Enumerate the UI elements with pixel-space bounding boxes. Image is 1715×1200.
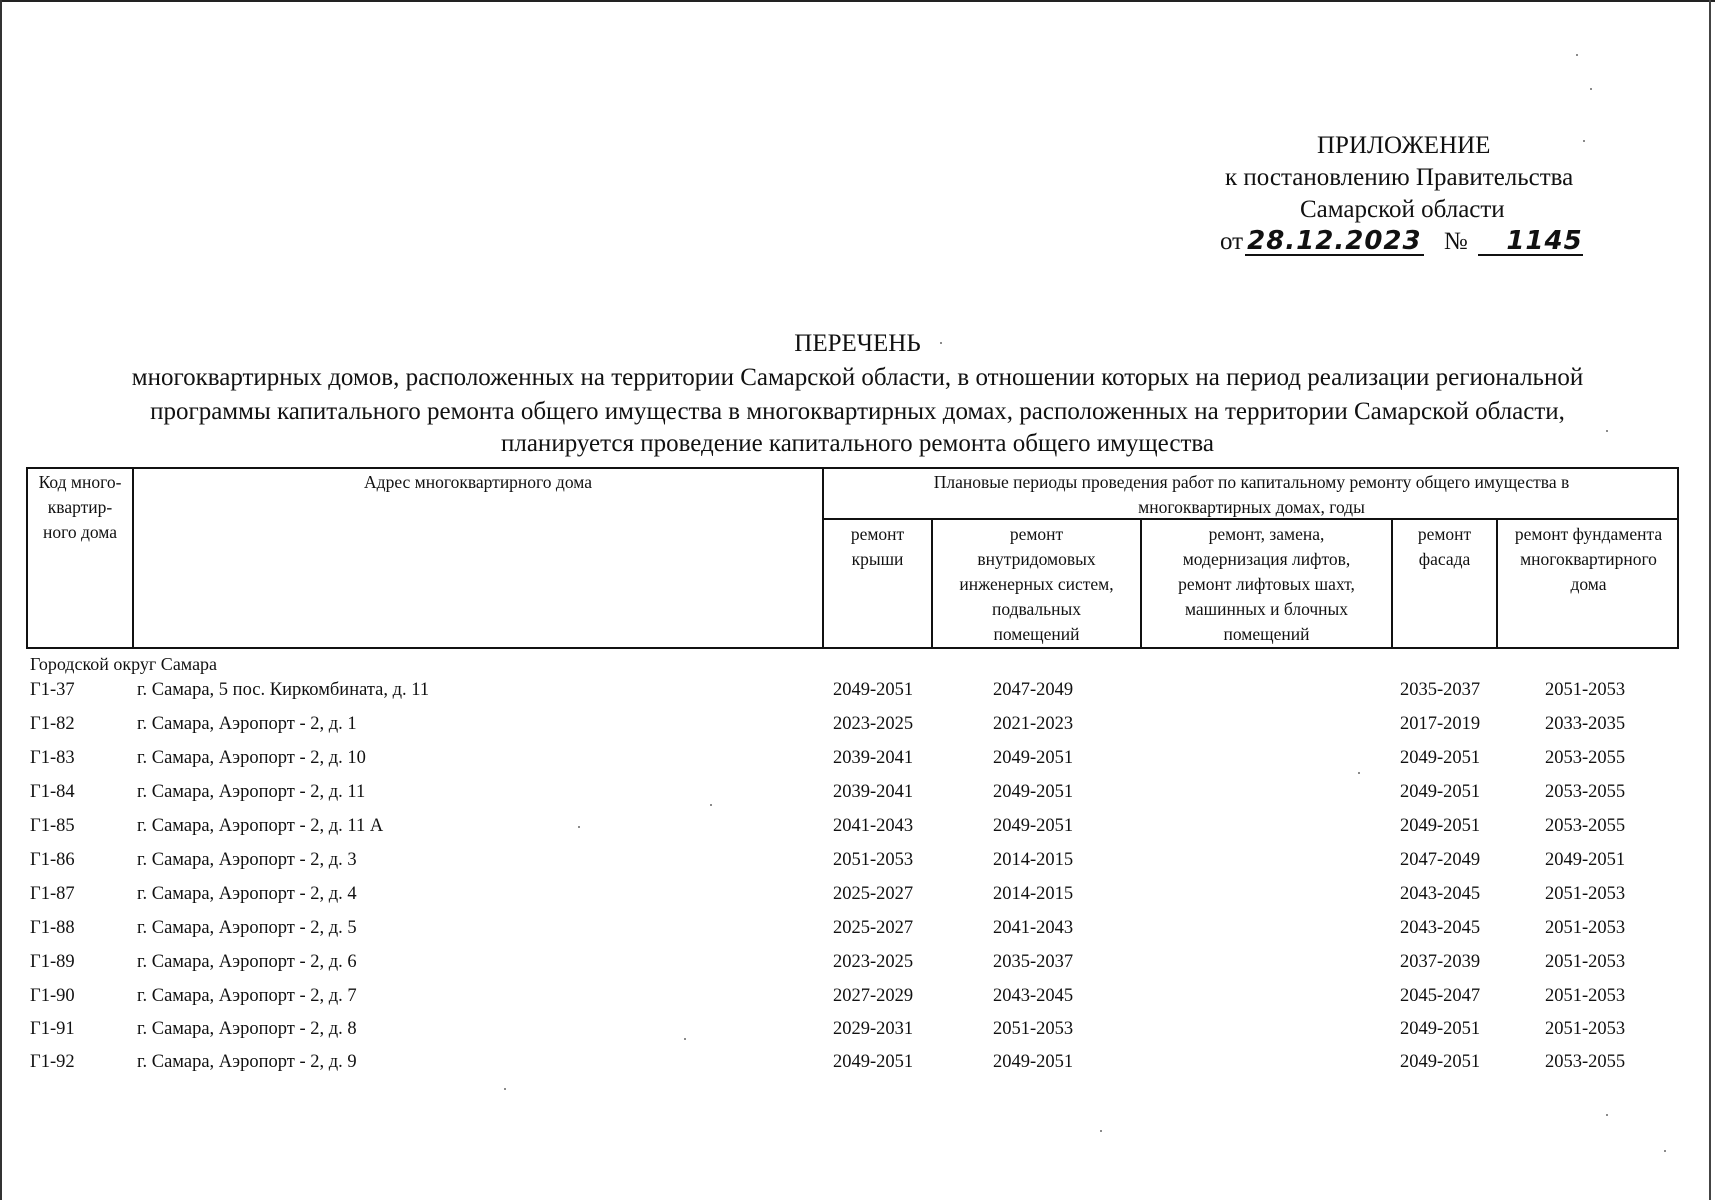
table-row (0, 748, 1715, 782)
cell-engineering: 2051-2053 (993, 1019, 1074, 1039)
table-row (0, 918, 1715, 952)
cell-code: Г1-37 (30, 680, 75, 700)
number-sign: № (1443, 228, 1468, 255)
cell-code: Г1-87 (30, 884, 75, 904)
header-address: Адрес многоквартирного дома (364, 472, 592, 492)
cell-facade: 2043-2045 (1400, 884, 1481, 904)
cell-roof: 2041-2043 (833, 816, 914, 836)
header-engineering: ремонт внутридомовых инженерных систем, подвальных помещений (959, 524, 1114, 644)
handwritten-date: 28.12.2023 (1247, 226, 1422, 256)
cell-roof: 2049-2051 (833, 680, 914, 700)
cell-foundation: 2053-2055 (1545, 1052, 1626, 1072)
cell-address: г. Самара, Аэропорт - 2, д. 10 (137, 748, 366, 768)
cell-foundation: 2051-2053 (1545, 1019, 1626, 1039)
table-row (0, 680, 1715, 714)
cell-roof: 2025-2027 (833, 884, 914, 904)
table-row (0, 816, 1715, 850)
scan-speck (1100, 1130, 1102, 1132)
table-row (0, 714, 1715, 748)
cell-address: г. Самара, Аэропорт - 2, д. 11 А (137, 816, 384, 836)
cell-address: г. Самара, Аэропорт - 2, д. 1 (137, 714, 357, 734)
date-prefix: от (1220, 228, 1244, 255)
scan-speck (1664, 1150, 1666, 1152)
cell-foundation: 2051-2053 (1545, 952, 1626, 972)
cell-code: Г1-86 (30, 850, 75, 870)
cell-engineering: 2014-2015 (993, 850, 1074, 870)
scan-speck (1576, 54, 1578, 56)
cell-roof: 2023-2025 (833, 714, 914, 734)
table-row (0, 782, 1715, 816)
cell-roof: 2029-2031 (833, 1019, 914, 1039)
table-row (0, 884, 1715, 918)
header-lifts: ремонт, замена, модернизация лифтов, ремонт лифтовых шахт, машинных и блочных помещений (1178, 524, 1355, 644)
cell-engineering: 2049-2051 (993, 816, 1074, 836)
cell-engineering: 2049-2051 (993, 1052, 1074, 1072)
scan-speck (684, 1038, 686, 1040)
table-row (0, 1052, 1715, 1086)
cell-facade: 2049-2051 (1400, 816, 1481, 836)
cell-facade: 2047-2049 (1400, 850, 1481, 870)
cell-facade: 2037-2039 (1400, 952, 1481, 972)
cell-engineering: 2043-2045 (993, 986, 1074, 1006)
cell-roof: 2023-2025 (833, 952, 914, 972)
cell-code: Г1-82 (30, 714, 75, 734)
cell-code: Г1-89 (30, 952, 75, 972)
cell-roof: 2039-2041 (833, 782, 914, 802)
header-planned-periods: Плановые периоды проведения работ по капитальному ремонту общего имущества в многоквартирных домах, годы (933, 472, 1570, 517)
cell-foundation: 2051-2053 (1545, 884, 1626, 904)
scan-border-top (0, 0, 1715, 2)
cell-address: г. Самара, Аэропорт - 2, д. 3 (137, 850, 357, 870)
cell-engineering: 2035-2037 (993, 952, 1074, 972)
cell-facade: 2049-2051 (1400, 748, 1481, 768)
appendix-date-line (1220, 226, 1583, 258)
appendix-title: ПРИЛОЖЕНИЕ (1317, 132, 1491, 159)
cell-facade: 2017-2019 (1400, 714, 1481, 734)
cell-code: Г1-85 (30, 816, 75, 836)
document-subtitle-line-1: многоквартирных домов, расположенных на территории Самарской области, в отношении которых на период реализации региональной (131, 364, 1584, 391)
cell-roof: 2051-2053 (833, 850, 914, 870)
cell-roof: 2039-2041 (833, 748, 914, 768)
cell-engineering: 2049-2051 (993, 748, 1074, 768)
table-row (0, 986, 1715, 1020)
cell-code: Г1-84 (30, 782, 75, 802)
cell-facade: 2035-2037 (1400, 680, 1481, 700)
document-subtitle-line-3: планируется проведение капитального ремонта общего имущества (500, 430, 1214, 457)
table-row (0, 850, 1715, 884)
cell-address: г. Самара, Аэропорт - 2, д. 5 (137, 918, 357, 938)
cell-engineering: 2021-2023 (993, 714, 1074, 734)
cell-foundation: 2053-2055 (1545, 816, 1626, 836)
cell-code: Г1-91 (30, 1019, 75, 1039)
cell-foundation: 2053-2055 (1545, 748, 1626, 768)
header-roof: ремонт крыши (850, 524, 905, 569)
cell-foundation: 2051-2053 (1545, 986, 1626, 1006)
cell-code: Г1-88 (30, 918, 75, 938)
cell-engineering: 2014-2015 (993, 884, 1074, 904)
table-row (0, 952, 1715, 986)
scan-speck (940, 342, 942, 344)
header-facade: ремонт фасада (1417, 524, 1472, 569)
header-foundation: ремонт фундамента многоквартирного дома (1514, 524, 1663, 594)
cell-code: Г1-83 (30, 748, 75, 768)
cell-engineering: 2041-2043 (993, 918, 1074, 938)
scan-speck (1583, 140, 1585, 142)
cell-foundation: 2033-2035 (1545, 714, 1626, 734)
section-label: Городской округ Самара (30, 654, 218, 674)
document-subtitle-line-2: программы капитального ремонта общего имущества в многоквартирных домах, расположенных на территории Самарской области, (150, 398, 1565, 425)
cell-foundation: 2049-2051 (1545, 850, 1626, 870)
header-code: Код много- квартир- ного дома (38, 472, 122, 542)
cell-engineering: 2049-2051 (993, 782, 1074, 802)
cell-foundation: 2053-2055 (1545, 782, 1626, 802)
scan-speck (504, 1088, 506, 1090)
cell-address: г. Самара, Аэропорт - 2, д. 7 (137, 986, 357, 1006)
cell-address: г. Самара, Аэропорт - 2, д. 4 (137, 884, 357, 904)
table-row (0, 1019, 1715, 1053)
scan-speck (1358, 772, 1360, 774)
cell-code: Г1-90 (30, 986, 75, 1006)
scan-speck (578, 826, 580, 828)
scan-speck (1606, 1114, 1608, 1116)
cell-roof: 2049-2051 (833, 1052, 914, 1072)
cell-address: г. Самара, Аэропорт - 2, д. 9 (137, 1052, 357, 1072)
cell-address: г. Самара, Аэропорт - 2, д. 8 (137, 1019, 357, 1039)
cell-roof: 2025-2027 (833, 918, 914, 938)
cell-facade: 2043-2045 (1400, 918, 1481, 938)
scan-speck (1606, 430, 1608, 432)
document-title: ПЕРЕЧЕНЬ (794, 330, 921, 357)
cell-roof: 2027-2029 (833, 986, 914, 1006)
cell-foundation: 2051-2053 (1545, 680, 1626, 700)
handwritten-number: 1145 (1478, 228, 1583, 256)
scan-speck (710, 804, 712, 806)
cell-foundation: 2051-2053 (1545, 918, 1626, 938)
cell-address: г. Самара, 5 пос. Киркомбината, д. 11 (137, 680, 430, 700)
cell-engineering: 2047-2049 (993, 680, 1074, 700)
cell-facade: 2049-2051 (1400, 1019, 1481, 1039)
cell-address: г. Самара, Аэропорт - 2, д. 11 (137, 782, 366, 802)
appendix-line-region: Самарской области (1300, 196, 1505, 223)
cell-address: г. Самара, Аэропорт - 2, д. 6 (137, 952, 357, 972)
cell-facade: 2049-2051 (1400, 1052, 1481, 1072)
appendix-line-resolution: к постановлению Правительства (1225, 164, 1574, 191)
cell-code: Г1-92 (30, 1052, 75, 1072)
scan-speck (1590, 88, 1592, 90)
cell-facade: 2049-2051 (1400, 782, 1481, 802)
cell-facade: 2045-2047 (1400, 986, 1481, 1006)
